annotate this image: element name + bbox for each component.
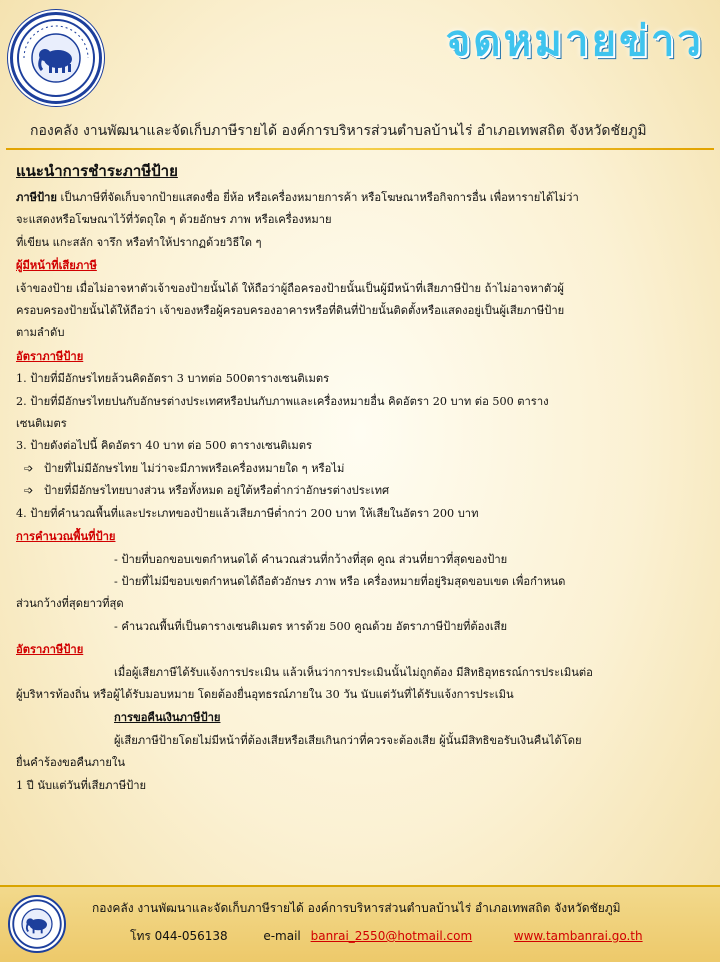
- article-body: [16, 156, 688, 797]
- footer: [0, 885, 720, 962]
- bullet-item: [16, 480, 688, 502]
- elephant-seal-icon: [12, 899, 62, 949]
- intro-term: ภาษีป้าย: [16, 190, 57, 204]
- intro-paragraph: [16, 186, 688, 209]
- rate-item-4: 4. ป้ายที่คำนวณพื้นที่และประเภทของป้ายแล้วเสียภาษีต่ำกว่า 200 บาท ให้เสียในอัตรา 200 บาท: [16, 506, 479, 520]
- intro-line-2: จะแสดงหรือโฆษณาไว้ที่วัตถุใด ๆ ด้วยอักษร ภาพ หรือเครื่องหมาย: [16, 213, 332, 227]
- section-heading-refund: การขอคืนเงินภาษีป้าย: [114, 710, 221, 725]
- footer-website-link[interactable]: www.tambanrai.go.th: [513, 929, 643, 943]
- taxpayer-line-3: ตามลำดับ: [16, 326, 65, 340]
- header: [0, 0, 720, 155]
- header-organization-line: กองคลัง งานพัฒนาและจัดเก็บภาษีรายได้ องค์การบริหารส่วนตำบลบ้านไร่ อำเภอเทพสถิต จังหวัดชัยภูมิ: [30, 123, 647, 139]
- footer-logo: [8, 895, 66, 953]
- header-divider: [6, 148, 714, 150]
- footer-email-label: e-mail: [263, 929, 301, 943]
- organization-logo: [10, 12, 102, 104]
- arrow-icon: ➩: [24, 484, 34, 498]
- bullet-item: [16, 458, 688, 480]
- section-heading-appeal: อัตราภาษีป้าย: [16, 642, 84, 657]
- footer-phone: โทร 044-056138: [130, 929, 228, 943]
- intro-line-3: ที่เขียน แกะสลัก จารึก หรือทำให้ปรากฏด้วยวิธีใด ๆ: [16, 235, 262, 249]
- appeal-line-2: ผู้บริหารท้องถิ่น หรือผู้ได้รับมอบหมาย โดยต้องยื่นอุทธรณ์ภายใน 30 วัน นับแต่วันที่ได้รับแจ้งการประเมิน: [16, 687, 514, 701]
- article-heading: แนะนำการชำระภาษีป้าย: [16, 162, 178, 180]
- refund-line-1: ผู้เสียภาษีป้ายโดยไม่มีหน้าที่ต้องเสียหรือเสียเกินกว่าที่ควรจะต้องเสีย ผู้นั้นมีสิทธิขอรับเงินคืนได้โดย: [114, 733, 582, 747]
- refund-line-3: 1 ปี นับแต่วันที่เสียภาษีป้าย: [16, 778, 147, 792]
- appeal-line-1: เมื่อผู้เสียภาษีได้รับแจ้งการประเมิน แล้วเห็นว่าการประเมินนั้นไม่ถูกต้อง มีสิทธิอุทธรณ์การประเมินต่อ: [114, 665, 593, 679]
- rate-item-3: 3. ป้ายดังต่อไปนี้ คิดอัตรา 40 บาท ต่อ 500 ตารางเซนติเมตร: [16, 439, 313, 453]
- intro-line-1: เป็นภาษีที่จัดเก็บจากป้ายแสดงชื่อ ยี่ห้อ หรือเครื่องหมายการค้า หรือโฆษณาหรือกิจการอื่น เพื่อหารายได้ไม่ว่า: [56, 191, 579, 204]
- section-heading-taxpayer: ผู้มีหน้าที่เสียภาษี: [16, 258, 97, 273]
- footer-organization-line: กองคลัง งานพัฒนาและจัดเก็บภาษีรายได้ องค์การบริหารส่วนตำบลบ้านไร่ อำเภอเทพสถิต จังหวัดชัยภูมิ: [92, 901, 621, 915]
- section-heading-rate: อัตราภาษีป้าย: [16, 348, 84, 363]
- rate-item-1: 1. ป้ายที่มีอักษรไทยล้วนคิดอัตรา 3 บาทต่อ 500ตารางเซนติเมตร: [16, 372, 330, 386]
- calc-item-3: - คำนวณพื้นที่เป็นตารางเซนติเมตร หารด้วย 500 คูณด้วย อัตราภาษีป้ายที่ต้องเสีย: [114, 619, 508, 633]
- section-heading-area-calculation: การคำนวณพื้นที่ป้าย: [16, 529, 116, 544]
- footer-contact: [130, 927, 643, 946]
- footer-email-link[interactable]: banrai_2550@hotmail.com: [310, 929, 473, 943]
- rate-item-2: 2. ป้ายที่มีอักษรไทยปนกับอักษรต่างประเทศหรือปนกับภาพและเครื่องหมายอื่น คิดอัตรา 20 บาท ต่อ 500 ตาราง: [16, 394, 549, 408]
- bullet-text: ป้ายที่ไม่มีอักษรไทย ไม่ว่าจะมีภาพหรือเครื่องหมายใด ๆ หรือไม่: [44, 461, 345, 475]
- calc-item-1: - ป้ายที่บอกขอบเขตกำหนดได้ คำนวณส่วนที่กว้างที่สุด คูณ ส่วนที่ยาวที่สุดของป้าย: [114, 552, 508, 566]
- taxpayer-line-1: เจ้าของป้าย เมื่อไม่อาจหาตัวเจ้าของป้ายนั้นได้ ให้ถือว่าผู้ถือครองป้ายนั้นเป็นผู้มีหน้าที่เสียภาษีป้าย ถ้าไม่อาจหาตัวผู้: [16, 281, 564, 295]
- arrow-icon: ➩: [24, 461, 34, 475]
- calc-item-2: - ป้ายที่ไม่มีขอบเขตกำหนดได้ถือตัวอักษร ภาพ หรือ เครื่องหมายที่อยู่ริมสุดขอบเขต เพื่อกำหนด: [114, 574, 566, 588]
- newsletter-title: จดหมายข่าว: [445, 16, 704, 65]
- taxpayer-line-2: ครอบครองป้ายนั้นได้ให้ถือว่า เจ้าของหรือผู้ครอบครองอาคารหรือที่ดินที่ป้ายนั้นติดตั้งหรือแสดงอยู่เป็นผู้เสียภาษีป้าย: [16, 304, 565, 318]
- elephant-seal-icon: [16, 18, 96, 98]
- rate-item-2-cont: เซนติเมตร: [16, 417, 67, 431]
- refund-line-2: ยื่นคำร้องขอคืนภายใน: [16, 756, 125, 770]
- calc-item-2-cont: ส่วนกว้างที่สุดยาวที่สุด: [16, 597, 124, 611]
- bullet-text: ป้ายที่มีอักษรไทยบางส่วน หรือทั้งหมด อยู่ใต้หรือต่ำกว่าอักษรต่างประเทศ: [44, 484, 390, 498]
